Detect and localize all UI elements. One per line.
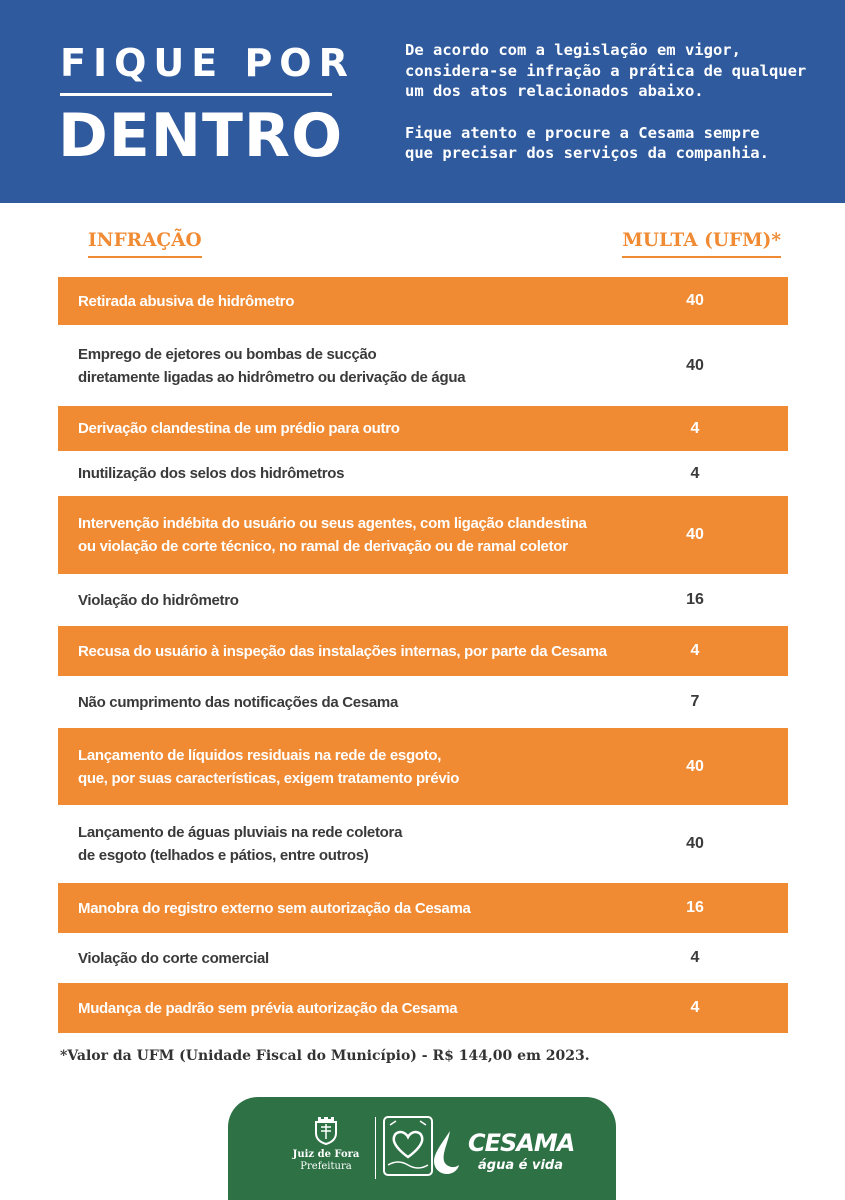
- fine-value: 7: [690, 693, 700, 710]
- infraction-description: [58, 343, 658, 389]
- fine-value: 4: [690, 642, 700, 659]
- logo-divider: [375, 1117, 376, 1179]
- title-line-2: DENTRO: [58, 101, 344, 171]
- table-row: [58, 277, 788, 325]
- cesama-slogan: água é vida: [478, 1158, 563, 1173]
- advice-line: Fique atento e procure a Cesama sempre: [405, 123, 760, 142]
- infraction-description-line: Derivação clandestina de um prédio para outro: [78, 420, 400, 437]
- infraction-table: [58, 277, 788, 1033]
- infraction-description-line: Retirada abusiva de hidrômetro: [78, 292, 295, 310]
- footnote: *Valor da UFM (Unidade Fiscal do Município) - R$ 144,00 em 2023.: [60, 1048, 590, 1064]
- infraction-description: [58, 691, 658, 714]
- infraction-description-line: diretamente ligadas ao hidrômetro ou derivação de água: [78, 368, 466, 386]
- header-banner: [0, 0, 845, 203]
- infraction-description-line: Recusa do usuário à inspeção das instalações internas, por parte da Cesama: [78, 642, 607, 660]
- infraction-description-line: Lançamento de líquidos residuais na rede de esgoto,: [78, 746, 442, 764]
- infraction-description: [58, 512, 658, 558]
- fine-value: 4: [690, 464, 700, 482]
- infraction-description-line: ou violação de corte técnico, no ramal de derivação ou de ramal coletor: [78, 538, 568, 555]
- infraction-description-line: Intervenção indébita do usuário ou seus agentes, com ligação clandestina: [78, 515, 587, 532]
- infraction-description: [58, 462, 658, 485]
- column-header-fine: MULTA (UFM)*: [622, 230, 781, 258]
- fine-value: 40: [686, 835, 704, 852]
- table-row: [58, 406, 788, 451]
- infraction-description: [58, 744, 658, 790]
- infraction-description-line: Manobra do registro externo sem autorização da Cesama: [78, 899, 471, 917]
- table-row: [58, 325, 788, 406]
- table-row: [58, 574, 788, 626]
- infraction-description: [58, 997, 658, 1020]
- title-line-1: FIQUE POR: [60, 41, 355, 85]
- fine-value: 16: [686, 591, 704, 608]
- infraction-description: [58, 290, 658, 313]
- infraction-description-line: Lançamento de águas pluviais na rede coletora: [78, 824, 403, 841]
- table-row: [58, 496, 788, 574]
- fine-value: 16: [686, 899, 704, 916]
- infraction-description-line: Emprego de ejetores ou bombas de sucção: [78, 345, 377, 363]
- table-row: [58, 883, 788, 933]
- infraction-description-line: Inutilização dos selos dos hidrômetros: [78, 465, 345, 482]
- footer-logo-bar: [228, 1097, 616, 1200]
- table-row: [58, 626, 788, 676]
- table-row: [58, 933, 788, 983]
- cesama-drop-icon: [428, 1127, 464, 1177]
- fine-value: 4: [690, 419, 700, 437]
- table-row: [58, 983, 788, 1033]
- city-subtitle: Prefeitura: [300, 1161, 352, 1172]
- infraction-description: [58, 640, 658, 663]
- infraction-description: [58, 589, 658, 612]
- infraction-description: [58, 897, 658, 920]
- infraction-description-line: Violação do hidrômetro: [78, 591, 239, 609]
- juiz-de-fora-crest-icon: [313, 1115, 339, 1145]
- advice-line: que precisar dos serviços da companhia.: [405, 144, 769, 162]
- fine-value: 4: [690, 999, 700, 1016]
- intro-line: um dos atos relacionados abaixo.: [405, 82, 704, 100]
- intro-line: considera-se infração a prática de qualquer: [405, 61, 807, 80]
- infraction-description: [58, 821, 658, 867]
- fine-value: 40: [686, 292, 704, 309]
- city-name: Juiz de Fora: [292, 1149, 360, 1160]
- infraction-description-line: de esgoto (telhados e pátios, entre outros): [78, 847, 369, 864]
- infraction-description-line: Não cumprimento das notificações da Cesama: [78, 693, 399, 711]
- infraction-description: [58, 947, 658, 970]
- fine-value: 40: [686, 757, 704, 775]
- fine-value: 40: [686, 356, 704, 374]
- infraction-description-line: que, por suas características, exigem tratamento prévio: [78, 769, 460, 787]
- table-row: [58, 805, 788, 883]
- intro-line: De acordo com a legislação em vigor,: [405, 41, 741, 59]
- cesama-brand: CESAMA: [468, 1129, 575, 1157]
- fine-value: 40: [686, 526, 704, 543]
- infraction-description-line: Mudança de padrão sem prévia autorização da Cesama: [78, 999, 458, 1017]
- infraction-description: [58, 417, 658, 440]
- header-intro: [405, 40, 825, 164]
- title-divider: [60, 93, 332, 96]
- column-header-infraction: INFRAÇÃO: [88, 230, 202, 258]
- table-row: [58, 728, 788, 805]
- table-row: [58, 676, 788, 728]
- table-row: [58, 451, 788, 496]
- infraction-description-line: Violação do corte comercial: [78, 949, 269, 967]
- fine-value: 4: [690, 949, 700, 966]
